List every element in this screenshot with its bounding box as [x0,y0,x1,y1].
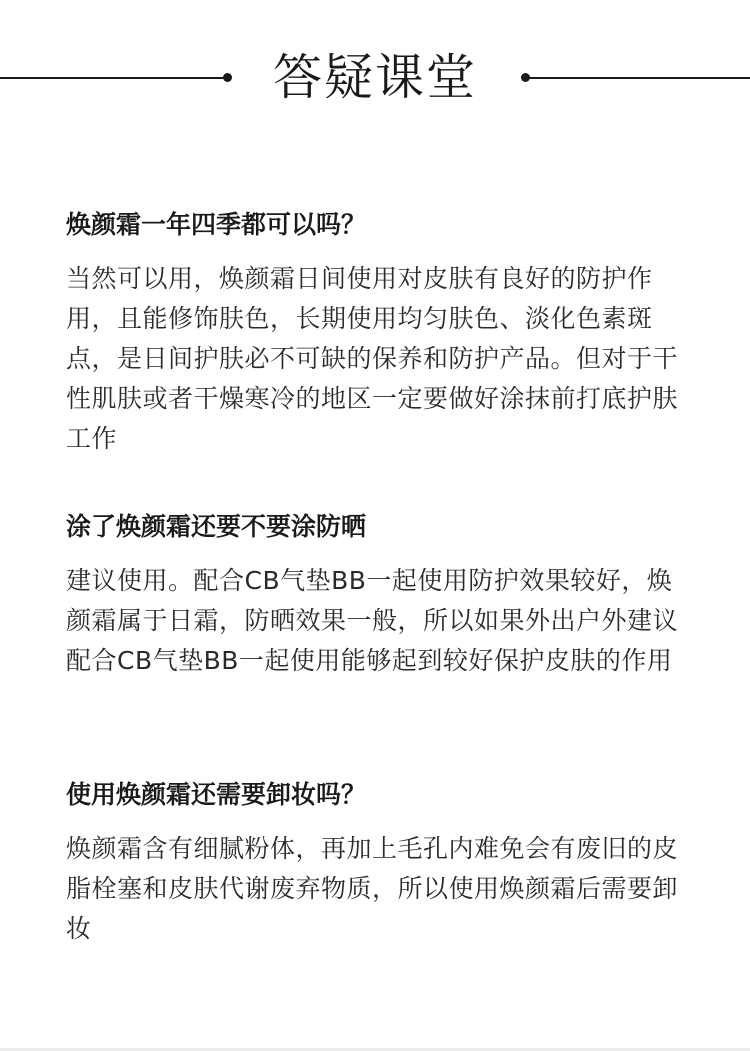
question-heading: 焕颜霜一年四季都可以吗？ [66,210,367,239]
answer-text: 焕颜霜含有细腻粉体，再加上毛孔内难免会有废旧的皮脂栓塞和皮肤代谢废弃物质，所以使用焕颜霜后需要卸妆 [66,834,679,943]
header-divider-right [526,77,750,79]
answer-text: 当然可以用，焕颜霜日间使用对皮肤有良好的防护作用，且能修饰肤色，长期使用均匀肤色、淡化色素斑点，是日间护肤必不可缺的保养和防护产品。但对于干性肌肤或者干燥寒冷的地区一定要做好涂抹前打底护肤工作 [66,264,679,453]
answer-text: 建议使用。配合CB气垫BB一起使用防护效果较好，焕颜霜属于日霜，防晒效果一般，所以如果外出户外建议配合CB气垫BB一起使用能够起到较好保护皮肤的作用 [66,566,679,675]
qa-item [66,775,696,949]
qa-item [66,205,696,459]
page-title: 答疑课堂 [272,49,477,106]
section-header [0,0,750,160]
question-heading: 使用焕颜霜还需要卸妆吗？ [66,780,367,809]
qa-item [66,507,696,681]
question-heading: 涂了焕颜霜还要不要涂防晒 [66,512,367,541]
